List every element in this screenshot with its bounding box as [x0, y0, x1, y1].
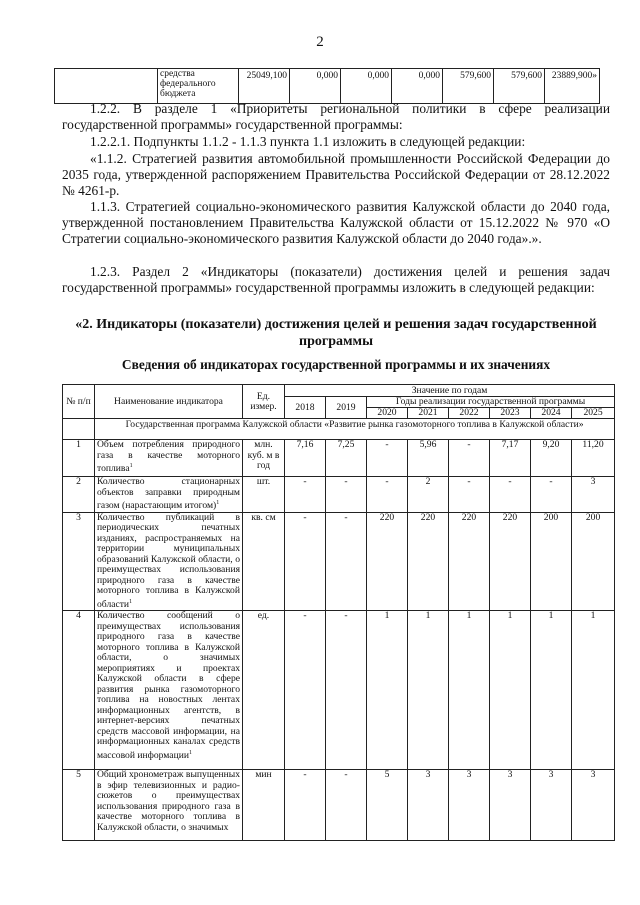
indicator-name-text: Количество сообщений о преимуществах использования природного газа в качестве моторного топлива в Калужской области, о значимых мероприятиях и проектах Калужской области в сфере развития рынка газомоторного топлива на новостных лентах информационных агентств, в интернет-версиях печатных средств массовой информации, на информационных каналах средств массовой информации — [97, 610, 240, 762]
value-cell: 3 — [449, 770, 490, 841]
indicator-name — [95, 770, 243, 841]
indicator-name-text: Объем потребления природного газа в качестве моторного топлива — [97, 439, 240, 475]
value-cell: 9,20 — [531, 440, 572, 477]
indicator-name-text: Общий хронометраж выпущенных в эфир телевизионных и радио-сюжетов о преимуществах использования природного газа в качестве моторного топлива в Калужской области, о значимых — [97, 769, 240, 833]
table-cell: 0,000 — [392, 69, 443, 104]
value-cell: 1 — [408, 611, 449, 770]
header-year-2022: 2022 — [449, 408, 490, 419]
footnote-marker: 1 — [188, 749, 192, 756]
indicators-table — [62, 384, 615, 841]
header-values-group: Значение по годам — [285, 385, 615, 397]
indicator-name — [95, 611, 243, 770]
table-row — [63, 440, 615, 477]
table-cell — [63, 419, 95, 440]
header-year-2018: 2018 — [285, 397, 326, 419]
header-name: Наименование индикатора — [95, 385, 243, 419]
paragraph-1-2-2-1: 1.2.2.1. Подпункты 1.1.2 - 1.1.3 пункта 1.1 изложить в следующей редакции: — [90, 134, 526, 149]
value-cell: 7,25 — [326, 440, 367, 477]
value-cell: 1 — [572, 611, 615, 770]
indicator-name-text: Количество публикаций в периодических печатных изданиях, распространяемых на территории муниципальных образований Калужской области, о преимуществах использования природного газа в качестве моторного топлива в Калужской области — [97, 511, 240, 610]
row-number: 5 — [63, 770, 95, 841]
footnote-marker: 1 — [129, 463, 133, 469]
header-num: № п/п — [63, 385, 95, 419]
table-row — [63, 611, 615, 770]
unit-cell: мин — [243, 770, 285, 841]
value-cell: 1 — [367, 611, 408, 770]
value-cell: - — [367, 477, 408, 513]
header-unit: Ед. измер. — [243, 385, 285, 419]
indicator-name — [95, 512, 243, 611]
table-row — [55, 69, 600, 104]
unit-cell: кв. см — [243, 512, 285, 611]
value-cell: 7,17 — [490, 440, 531, 477]
value-cell: - — [449, 440, 490, 477]
row-number: 4 — [63, 611, 95, 770]
table-row — [63, 512, 615, 611]
value-cell: 1 — [490, 611, 531, 770]
table-cell: 23889,900» — [545, 69, 600, 104]
value-cell: 3 — [572, 770, 615, 841]
paragraph-1-2-2: 1.2.2. В разделе 1 «Приоритеты региональной политики в сфере реализации государственной программы» государственной программы: — [62, 101, 610, 133]
value-cell: 220 — [367, 512, 408, 611]
indicator-name — [95, 440, 243, 477]
value-cell: - — [326, 770, 367, 841]
header-year-2020: 2020 — [367, 408, 408, 419]
header-year-2024: 2024 — [531, 408, 572, 419]
budget-source-label: средства федерального бюджета — [158, 69, 239, 104]
header-program-years: Годы реализации государственной программы — [367, 397, 615, 408]
value-cell: - — [367, 440, 408, 477]
unit-cell: млн. куб. м в год — [243, 440, 285, 477]
value-cell: 3 — [490, 770, 531, 841]
paragraph-1-1-3: 1.1.3. Стратегией социально-экономического развития Калужской области до 2040 года, утвержденной постановлением Правительства Калужской области от 15.12.2022 № 970 «О Стратегии социально-экономического развития Калужской области до 2040 года».». — [62, 199, 610, 247]
value-cell: - — [531, 477, 572, 513]
value-cell: 5 — [367, 770, 408, 841]
row-number: 3 — [63, 512, 95, 611]
indicator-name-text: Количество стационарных объектов заправки природным газом (нарастающим итогом) — [97, 476, 240, 512]
table-cell: 0,000 — [290, 69, 341, 104]
value-cell: 3 — [408, 770, 449, 841]
value-cell: - — [326, 512, 367, 611]
header-year-2021: 2021 — [408, 408, 449, 419]
table-cell: 579,600 — [443, 69, 494, 104]
row-number: 2 — [63, 477, 95, 513]
unit-cell: ед. — [243, 611, 285, 770]
paragraph-1-1-2: «1.1.2. Стратегией развития автомобильной промышленности Российской Федерации до 2035 года, утвержденной распоряжением Правительства Российской Федерации от 28.12.2022 № 4261-р. — [62, 151, 610, 199]
unit-cell: шт. — [243, 477, 285, 513]
indicator-name — [95, 477, 243, 513]
value-cell: 1 — [449, 611, 490, 770]
value-cell: - — [285, 611, 326, 770]
value-cell: 220 — [408, 512, 449, 611]
value-cell: 3 — [531, 770, 572, 841]
header-year-2019: 2019 — [326, 397, 367, 419]
program-title: Государственная программа Калужской области «Развитие рынка газомоторного топлива в Калужской области» — [95, 419, 615, 440]
table-title: Сведения об индикаторах государственной программы и их значениях — [121, 357, 551, 372]
value-cell: 200 — [531, 512, 572, 611]
value-cell: 7,16 — [285, 440, 326, 477]
value-cell: - — [490, 477, 531, 513]
value-cell: - — [285, 770, 326, 841]
value-cell: 220 — [449, 512, 490, 611]
value-cell: 2 — [408, 477, 449, 513]
value-cell: 220 — [490, 512, 531, 611]
page-number: 2 — [316, 34, 324, 50]
value-cell: - — [285, 477, 326, 513]
section-title: «2. Индикаторы (показатели) достижения целей и решения задач государственной программы — [75, 317, 597, 349]
header-year-2023: 2023 — [490, 408, 531, 419]
table-row — [63, 770, 615, 841]
paragraph-1-2-3: 1.2.3. Раздел 2 «Индикаторы (показатели) достижения целей и решения задач государственной программы» государственной программы изложить в следующей редакции: — [62, 264, 610, 296]
value-cell: 5,96 — [408, 440, 449, 477]
value-cell: - — [285, 512, 326, 611]
value-cell: 1 — [531, 611, 572, 770]
footnote-marker: 1 — [129, 598, 133, 605]
value-cell: 200 — [572, 512, 615, 611]
budget-table-fragment — [54, 68, 600, 104]
value-cell: 3 — [572, 477, 615, 513]
table-cell — [55, 69, 158, 104]
table-cell: 579,600 — [494, 69, 545, 104]
value-cell: 11,20 — [572, 440, 615, 477]
footnote-marker: 1 — [216, 500, 220, 506]
table-cell: 25049,100 — [239, 69, 290, 104]
table-cell: 0,000 — [341, 69, 392, 104]
value-cell: - — [326, 477, 367, 513]
header-year-2025: 2025 — [572, 408, 615, 419]
table-row — [63, 477, 615, 513]
value-cell: - — [449, 477, 490, 513]
row-number: 1 — [63, 440, 95, 477]
value-cell: - — [326, 611, 367, 770]
